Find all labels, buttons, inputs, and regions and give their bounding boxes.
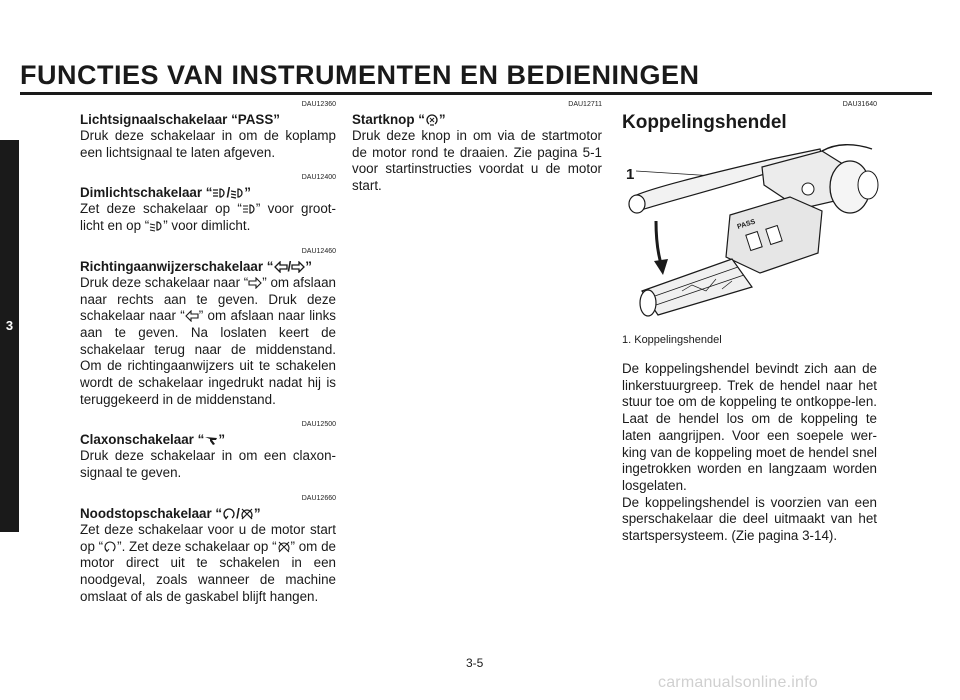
page-number: 3-5	[466, 656, 484, 670]
section-heading	[80, 258, 336, 275]
section-code: DAU12711	[568, 101, 602, 108]
high-beam-icon	[212, 187, 226, 199]
column-middle	[352, 100, 602, 207]
section-code: DAU31640	[842, 101, 877, 108]
low-beam-icon	[149, 220, 163, 232]
engine-run-icon	[103, 541, 117, 553]
section-pass-switch	[80, 100, 336, 161]
engine-stop-icon	[240, 508, 254, 520]
low-beam-icon	[230, 187, 244, 199]
watermark: carmanualsonline.info	[658, 674, 818, 691]
engine-stop-icon	[277, 541, 291, 553]
clutch-cable	[822, 145, 872, 151]
text-part: ” om afslaan naar links aan te geven. Na loslaten keert de schakelaar terug naar de middenstand. Om de richtingaanwijzers uit te schakelen wordt de schakelaar ingedrukt nadat hij is teruggekeerd in de middenstand.	[80, 308, 336, 407]
start-icon	[425, 114, 439, 126]
turn-left-icon	[274, 261, 288, 273]
lever-tip	[629, 195, 645, 213]
section-dimmer-switch	[80, 173, 336, 234]
section-engine-stop-switch	[80, 494, 336, 606]
section-text: De koppelingshendel bevindt zich aan de linkerstuurgreep. Trek de hendel naar het stuur toe om de koppeling te ontkoppe-len. Laat de hendel los om de koppeling te laten aangrijpen. Voor een soepele wer-king van de koppeling moet de hendel snel ingetrokken worden en langzaam worden losgelaten.	[622, 361, 877, 493]
text-part: ”. Zet deze schakelaar op “	[117, 538, 277, 554]
callout-number: 1	[626, 166, 635, 183]
section-text	[80, 201, 336, 234]
text-part: Zet deze schakelaar voor u de motor start op “	[80, 521, 336, 554]
high-beam-icon	[242, 203, 256, 215]
text-part: ” voor dimlicht.	[163, 218, 251, 234]
section-code: DAU12460	[301, 247, 336, 255]
heading-close: ”	[218, 432, 226, 448]
section-heading	[352, 111, 602, 128]
text-part: ” voor groot-licht en op “	[80, 201, 336, 234]
column-left	[80, 100, 336, 617]
section-text	[80, 522, 336, 606]
section-heading	[80, 505, 336, 522]
text-part: ” om afslaan naar rechts aan te geven. Druk deze schakelaar naar “	[80, 274, 336, 324]
section-turn-signal-switch	[80, 247, 336, 409]
turn-right-icon	[248, 277, 262, 289]
heading-close: ”	[244, 185, 251, 201]
section-text	[80, 275, 336, 409]
section-start-switch	[352, 100, 602, 195]
section-code: DAU12660	[301, 494, 336, 502]
figure-caption: 1. Koppelingshendel	[622, 334, 722, 346]
heading-text: Claxonschakelaar “	[80, 432, 205, 448]
column-right	[622, 100, 877, 545]
clutch-lever-figure	[622, 141, 880, 319]
grip-end	[640, 290, 656, 316]
section-text: Druk deze schakelaar in om de koplamp een lichtsignaal te laten afgeven.	[80, 128, 336, 160]
section-heading	[80, 184, 336, 201]
text-part: Druk deze schakelaar naar “	[80, 274, 249, 290]
horn-icon	[204, 434, 218, 446]
section-heading: Lichtsignaalschakelaar “PASS”	[80, 112, 280, 127]
heading-sep: /	[287, 258, 292, 274]
heading-close: ”	[438, 112, 446, 127]
pass-label: PASS	[736, 218, 757, 231]
section-code: DAU12360	[301, 101, 336, 108]
text-part: Zet deze schakelaar op “	[80, 201, 242, 217]
section-heading	[80, 431, 336, 448]
engine-run-icon	[222, 508, 236, 520]
heading-close: ”	[253, 505, 261, 521]
page-header: FUNCTIES VAN INSTRUMENTEN EN BEDIENINGEN	[20, 60, 700, 90]
section-code: DAU12400	[301, 174, 336, 182]
heading-text: Startknop “	[352, 112, 425, 127]
heading-text: Dimlichtschakelaar “	[80, 185, 213, 201]
section-text: De koppelingshendel is voorzien van een sperschakelaar die deel uitmaakt van het startspersysteem. (Zie pagina 3-14).	[622, 494, 877, 544]
text-part: ” om de motor direct uit te schakelen in een noodgeval, zoals wanneer de machine omslaat of als de gaskabel blijft hangen.	[80, 538, 336, 604]
turn-left-icon	[185, 310, 199, 322]
heading-sep: /	[236, 505, 240, 521]
heading-text: Noodstopschakelaar “	[80, 505, 223, 521]
clutch-lever-illustration	[622, 141, 880, 319]
section-code: DAU12500	[301, 421, 336, 429]
section-heading: Koppelingshendel	[622, 112, 787, 133]
section-text: Druk deze knop in om via de startmotor de motor rond te draaien. Zie pagina 5-1 voor startinstructies voordat u de motor start.	[352, 128, 602, 194]
header-rule	[20, 92, 932, 95]
section-text: Druk deze schakelaar in om een claxon-signaal te geven.	[80, 448, 336, 481]
heading-sep: /	[226, 185, 231, 201]
chapter-number: 3	[5, 318, 14, 333]
turn-right-icon	[291, 261, 305, 273]
heading-text: Richtingaanwijzerschakelaar “	[80, 258, 274, 274]
section-horn-switch	[80, 420, 336, 481]
chapter-tab	[0, 140, 19, 532]
heading-close: ”	[305, 258, 312, 274]
